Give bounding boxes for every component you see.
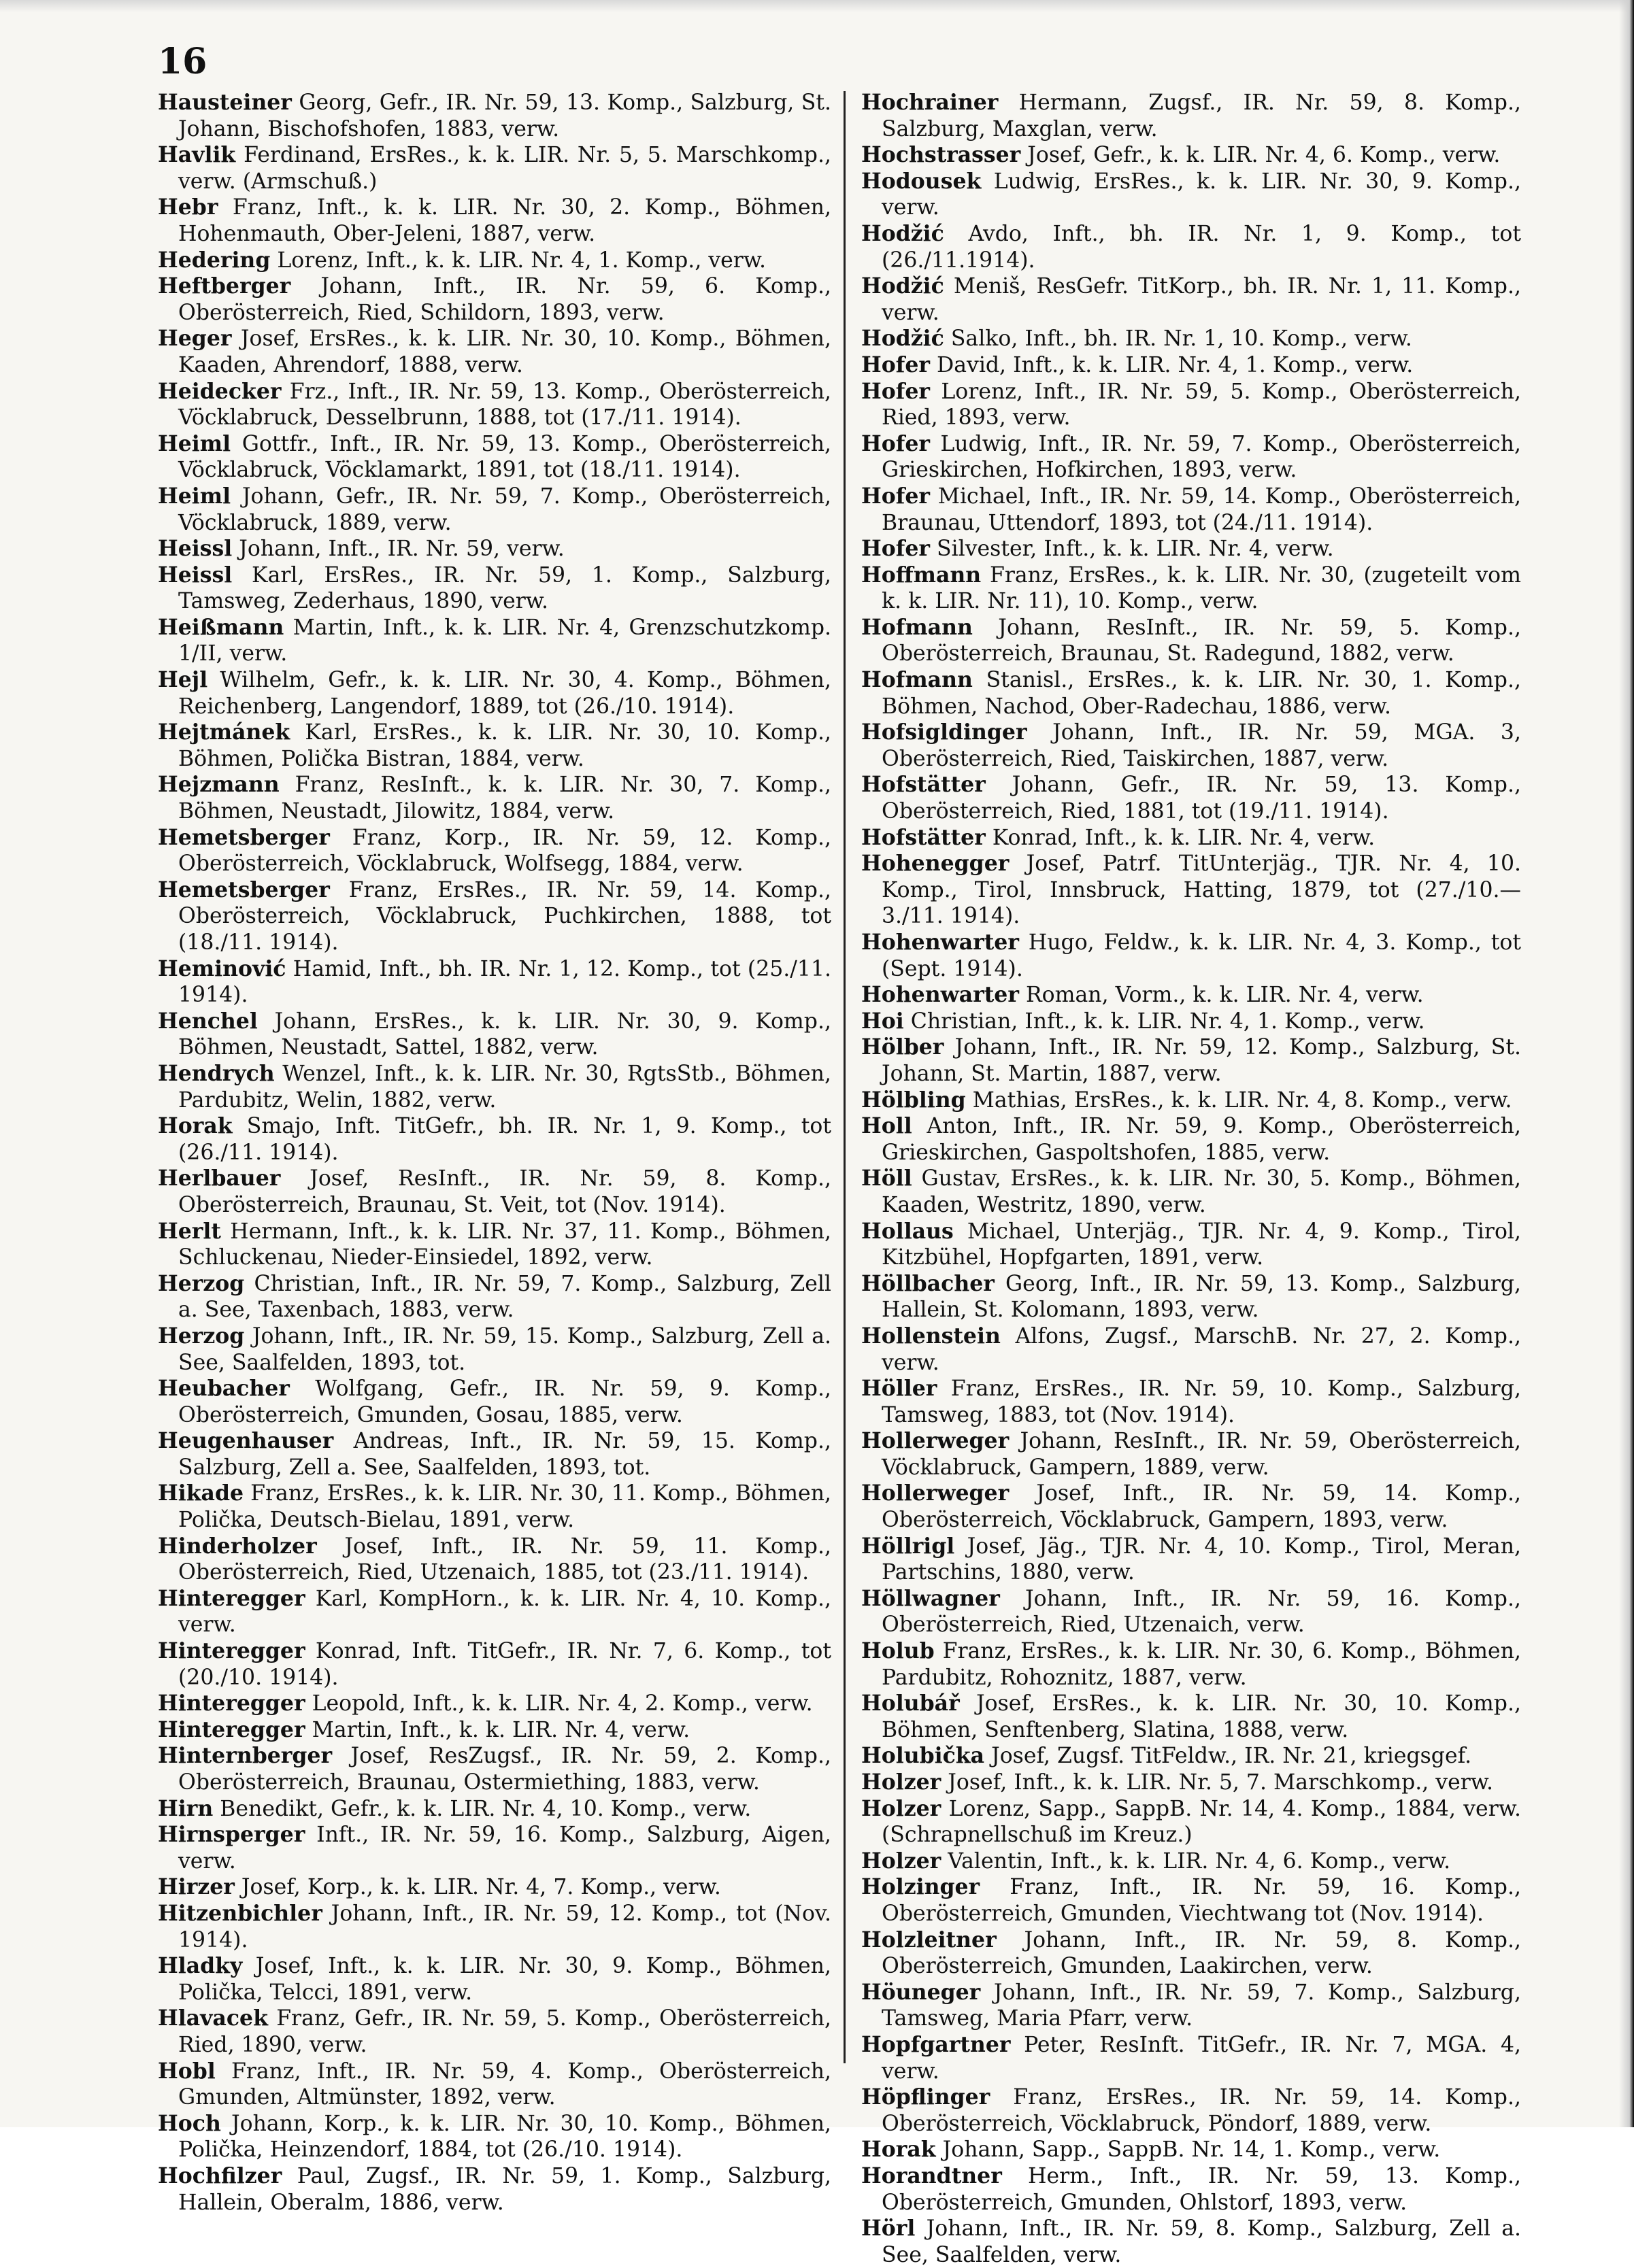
register-entry xyxy=(861,772,1521,824)
register-entry xyxy=(861,2216,1521,2268)
register-entry xyxy=(861,982,1521,1009)
entry-details: Karl, ErsRes., IR. Nr. 59, 1. Komp., Salzburg, Tamsweg, Zederhaus, 1890, verw. xyxy=(178,562,831,614)
register-entry xyxy=(158,1901,831,1953)
register-entry xyxy=(158,1638,831,1691)
entry-details: Franz, ErsRes., k. k. LIR. Nr. 30, (zugeteilt vom k. k. LIR. Nr. 11), 10. Komp., verw. xyxy=(882,562,1521,614)
entry-surname: Hochstrasser xyxy=(861,142,1021,168)
entry-details: Josef, Inft., IR. Nr. 59, 11. Komp., Oberösterreich, Ried, Utzenaich, 1885, tot (23./11. 1914). xyxy=(178,1534,831,1585)
entry-surname: Heubacher xyxy=(158,1376,290,1402)
entry-details: Alfons, Zugsf., MarschB. Nr. 27, 2. Komp., verw. xyxy=(882,1323,1521,1375)
register-entry xyxy=(158,1743,831,1795)
entry-details: Johann, Sapp., SappB. Nr. 14, 1. Komp., verw. xyxy=(935,2137,1441,2163)
entry-details: Christian, Inft., IR. Nr. 59, 7. Komp., Salzburg, Zell a. See, Taxenbach, 1883, verw. xyxy=(178,1271,831,1323)
entry-details: Franz, Inft., IR. Nr. 59, 4. Komp., Oberösterreich, Gmunden, Altmünster, 1892, verw. xyxy=(178,2059,831,2110)
entry-surname: Holubář xyxy=(861,1691,960,1716)
entry-details: Herm., Inft., IR. Nr. 59, 13. Komp., Oberösterreich, Gmunden, Ohlstorf, 1893, verw. xyxy=(882,2163,1521,2215)
register-entry xyxy=(158,248,831,274)
entry-surname: Herlbauer xyxy=(158,1166,281,1191)
entry-details: Franz, Inft., IR. Nr. 59, 16. Komp., Oberösterreich, Gmunden, Viechtwang tot (Nov. 1914). xyxy=(882,1875,1521,1926)
entry-surname: Hochfilzer xyxy=(158,2163,282,2188)
entry-surname: Hochrainer xyxy=(861,90,999,115)
register-entry xyxy=(861,221,1521,273)
entry-surname: Hinternberger xyxy=(158,1743,333,1769)
entry-surname: Hörl xyxy=(861,2216,916,2241)
entry-surname: Hoffmann xyxy=(861,562,982,588)
entry-surname: Hejl xyxy=(158,667,208,693)
entry-surname: Hausteiner xyxy=(158,90,292,115)
register-entry xyxy=(158,1480,831,1533)
entry-details: Benedikt, Gefr., k. k. LIR. Nr. 4, 10. Komp., verw. xyxy=(213,1796,752,1821)
entry-surname: Hoch xyxy=(158,2110,221,2136)
entry-details: Konrad, Inft. TitGefr., IR. Nr. 7, 6. Komp., tot (20./10. 1914). xyxy=(178,1639,831,1690)
entry-surname: Hedering xyxy=(158,247,271,273)
entry-surname: Hebr xyxy=(158,194,218,220)
entry-details: Franz, Gefr., IR. Nr. 59, 5. Komp., Oberösterreich, Ried, 1890, verw. xyxy=(178,2006,831,2057)
entry-surname: Hofsigldinger xyxy=(861,720,1027,745)
entry-details: Johann, Inft., IR. Nr. 59, 8. Komp., Oberösterreich, Gmunden, Laakirchen, verw. xyxy=(882,1927,1521,1979)
entry-details: Lorenz, Inft., IR. Nr. 59, 5. Komp., Oberösterreich, Ried, 1893, verw. xyxy=(882,379,1521,430)
register-entry xyxy=(158,1376,831,1428)
entry-surname: Holzinger xyxy=(861,1874,980,1900)
register-entry xyxy=(861,1980,1521,2032)
entry-surname: Höuneger xyxy=(861,1979,981,2005)
entry-details: Johann, Inft., IR. Nr. 59, 12. Komp., Salzburg, St. Johann, St. Martin, 1887, verw. xyxy=(882,1035,1521,1086)
register-entry xyxy=(158,615,831,667)
entry-details: Johann, Gefr., IR. Nr. 59, 7. Komp., Oberösterreich, Vöcklabruck, 1889, verw. xyxy=(178,484,831,535)
entry-details: Josef, Jäg., TJR. Nr. 4, 10. Komp., Tirol, Meran, Partschins, 1880, verw. xyxy=(882,1534,1521,1585)
entry-surname: Horak xyxy=(158,1113,233,1139)
register-entry xyxy=(861,1770,1521,1796)
register-entry xyxy=(861,1428,1521,1480)
entry-details: Franz, ErsRes., k. k. LIR. Nr. 30, 6. Komp., Böhmen, Pardubitz, Rohoznitz, 1887, verw. xyxy=(882,1639,1521,1690)
register-entry xyxy=(861,142,1521,169)
register-entry xyxy=(158,956,831,1009)
entry-surname: Henchel xyxy=(158,1008,258,1034)
entry-surname: Hemetsberger xyxy=(158,877,330,902)
left-column xyxy=(158,90,831,2216)
entry-surname: Holl xyxy=(861,1113,912,1139)
entry-surname: Hohenwarter xyxy=(861,930,1019,955)
entry-details: Stanisl., ErsRes., k. k. LIR. Nr. 30, 1. Komp., Böhmen, Nachod, Ober-Radechau, 1886, verw. xyxy=(882,668,1521,719)
entry-details: Silvester, Inft., k. k. LIR. Nr. 4, verw. xyxy=(929,537,1334,562)
register-entry xyxy=(158,1219,831,1271)
entry-details: Ludwig, Inft., IR. Nr. 59, 7. Komp., Oberösterreich, Grieskirchen, Hofkirchen, 1893, verw. xyxy=(882,431,1521,483)
entry-surname: Hoi xyxy=(861,1008,904,1034)
entry-details: Franz, ErsRes., IR. Nr. 59, 14. Komp., Oberösterreich, Vöcklabruck, Puchkirchen, 1888, tot (18./11. 1914). xyxy=(178,877,831,955)
register-entry xyxy=(158,720,831,772)
register-entry xyxy=(158,90,831,142)
entry-details: Hamid, Inft., bh. IR. Nr. 1, 12. Komp., tot (25./11. 1914). xyxy=(178,956,831,1008)
entry-details: Johann, ResInft., IR. Nr. 59, Oberösterreich, Vöcklabruck, Gampern, 1889, verw. xyxy=(882,1429,1521,1480)
entry-surname: Hollenstein xyxy=(861,1323,1001,1349)
entry-details: Frz., Inft., IR. Nr. 59, 13. Komp., Oberösterreich, Vöcklabruck, Desselbrunn, 1888, tot (17./11. 1914). xyxy=(178,379,831,430)
entry-details: Franz, Korp., IR. Nr. 59, 12. Komp., Oberösterreich, Vöcklabruck, Wolfsegg, 1884, verw. xyxy=(178,825,831,877)
entry-surname: Hinteregger xyxy=(158,1691,305,1716)
register-entry xyxy=(158,536,831,562)
entry-surname: Horandtner xyxy=(861,2163,1002,2188)
entry-surname: Holzer xyxy=(861,1770,941,1795)
entry-details: Josef, Inft., IR. Nr. 59, 14. Komp., Oberösterreich, Vöcklabruck, Gampern, 1893, verw. xyxy=(882,1481,1521,1533)
register-entry xyxy=(861,1113,1521,1166)
entry-details: Hermann, Zugsf., IR. Nr. 59, 8. Komp., Salzburg, Maxglan, verw. xyxy=(882,90,1521,141)
register-entry xyxy=(861,851,1521,930)
entry-details: Martin, Inft., k. k. LIR. Nr. 4, verw. xyxy=(305,1717,690,1742)
register-entry xyxy=(861,615,1521,667)
register-entry xyxy=(861,1480,1521,1533)
register-entry xyxy=(158,431,831,484)
register-entry xyxy=(861,1874,1521,1927)
entry-details: Hermann, Inft., k. k. LIR. Nr. 37, 11. Komp., Böhmen, Schluckenau, Nieder-Einsiedel, 1892, verw. xyxy=(178,1219,831,1270)
register-entry xyxy=(158,1796,831,1823)
entry-surname: Hirnsperger xyxy=(158,1822,305,1848)
entry-surname: Hendrych xyxy=(158,1060,275,1086)
entry-surname: Hejtmánek xyxy=(158,720,290,745)
entry-surname: Hinteregger xyxy=(158,1638,305,1664)
entry-details: Josef, Inft., k. k. LIR. Nr. 30, 9. Komp., Böhmen, Polička, Telcci, 1891, verw. xyxy=(178,1954,831,2005)
register-entry xyxy=(861,1009,1521,1035)
entry-details: Ferdinand, ErsRes., k. k. LIR. Nr. 5, 5. Marschkomp., verw. (Armschuß.) xyxy=(178,143,831,194)
entry-details: Valentin, Inft., k. k. LIR. Nr. 4, 6. Komp., verw. xyxy=(941,1848,1451,1874)
register-entry xyxy=(861,379,1521,431)
register-entry xyxy=(158,1691,831,1717)
register-entry xyxy=(861,1323,1521,1376)
entry-surname: Holub xyxy=(861,1638,935,1664)
entry-surname: Hofer xyxy=(861,536,930,562)
register-entry xyxy=(861,720,1521,772)
entry-details: Johann, Inft., IR. Nr. 59, 15. Komp., Salzburg, Zell a. See, Saalfelden, 1893, tot. xyxy=(178,1323,831,1375)
entry-details: Hugo, Feldw., k. k. LIR. Nr. 4, 3. Komp., tot (Sept. 1914). xyxy=(882,930,1521,981)
register-entry xyxy=(158,194,831,247)
entry-surname: Hopfgartner xyxy=(861,2031,1011,2057)
register-entry xyxy=(158,142,831,194)
entry-details: Josef, ErsRes., k. k. LIR. Nr. 30, 10. Komp., Böhmen, Senftenberg, Slatina, 1888, verw. xyxy=(882,1691,1521,1742)
entry-surname: Höllrigl xyxy=(861,1533,955,1559)
register-entry xyxy=(861,484,1521,536)
entry-surname: Hemetsberger xyxy=(158,824,330,850)
entry-details: Johann, Inft., IR. Nr. 59, 8. Komp., Salzburg, Zell a. See, Saalfelden, verw. xyxy=(882,2216,1521,2267)
entry-details: Johann, Inft., IR. Nr. 59, verw. xyxy=(232,537,565,562)
register-entry xyxy=(861,667,1521,720)
register-entry xyxy=(861,562,1521,615)
entry-details: Karl, KompHorn., k. k. LIR. Nr. 4, 10. Komp., verw. xyxy=(178,1586,831,1638)
entry-surname: Hitzenbichler xyxy=(158,1900,322,1926)
entry-details: Georg, Gefr., IR. Nr. 59, 13. Komp., Salzburg, St. Johann, Bischofshofen, 1883, verw. xyxy=(178,90,831,141)
register-entry xyxy=(158,484,831,536)
entry-details: Franz, ErsRes., k. k. LIR. Nr. 30, 11. Komp., Böhmen, Polička, Deutsch-Bielau, 1891, verw. xyxy=(178,1481,831,1533)
entry-surname: Holzer xyxy=(861,1795,941,1821)
entry-details: Anton, Inft., IR. Nr. 59, 9. Komp., Oberösterreich, Grieskirchen, Gaspoltshofen, 1885, verw. xyxy=(882,1114,1521,1165)
entry-details: Salko, Inft., bh. IR. Nr. 1, 10. Komp., verw. xyxy=(944,326,1412,352)
entry-surname: Hlavacek xyxy=(158,2005,268,2031)
entry-details: Wolfgang, Gefr., IR. Nr. 59, 9. Komp., Oberösterreich, Gmunden, Gosau, 1885, verw. xyxy=(178,1376,831,1427)
entry-details: Josef, Patrf. TitUnterjäg., TJR. Nr. 4, 10. Komp., Tirol, Innsbruck, Hatting, 1879, tot (27./10.—3./11. 1914). xyxy=(882,851,1521,929)
register-entry xyxy=(158,2005,831,2058)
entry-details: Franz, ErsRes., IR. Nr. 59, 10. Komp., Salzburg, Tamsweg, 1883, tot (Nov. 1914). xyxy=(882,1376,1521,1427)
entry-details: Josef, Korp., k. k. LIR. Nr. 4, 7. Komp., verw. xyxy=(234,1875,721,1900)
register-entry xyxy=(861,1376,1521,1428)
entry-details: Johann, Inft., IR. Nr. 59, 7. Komp., Salzburg, Tamsweg, Maria Pfarr, verw. xyxy=(882,1980,1521,2031)
register-entry xyxy=(861,1219,1521,1271)
register-entry xyxy=(861,1166,1521,1218)
entry-surname: Holzer xyxy=(861,1848,941,1874)
entry-surname: Hofstätter xyxy=(861,772,986,798)
entry-details: Josef, ErsRes., k. k. LIR. Nr. 30, 10. Komp., Böhmen, Kaaden, Ahrendorf, 1888, verw. xyxy=(178,326,831,377)
entry-details: Wilhelm, Gefr., k. k. LIR. Nr. 30, 4. Komp., Böhmen, Reichenberg, Langendorf, 1889, tot (26./10. 1914). xyxy=(178,668,831,719)
entry-details: Michael, Unterjäg., TJR. Nr. 4, 9. Komp., Tirol, Kitzbühel, Hopfgarten, 1891, verw. xyxy=(882,1219,1521,1270)
register-entry xyxy=(861,90,1521,142)
register-entry xyxy=(158,273,831,326)
entry-surname: Hirzer xyxy=(158,1874,235,1900)
register-entry xyxy=(158,772,831,824)
register-entry xyxy=(158,1271,831,1323)
entry-details: Wenzel, Inft., k. k. LIR. Nr. 30, RgtsStb., Böhmen, Pardubitz, Welin, 1882, verw. xyxy=(178,1061,831,1113)
entry-surname: Holzleitner xyxy=(861,1927,997,1952)
register-entry xyxy=(158,877,831,956)
entry-details: Johann, Gefr., IR. Nr. 59, 13. Komp., Oberösterreich, Ried, 1881, tot (19./11. 1914). xyxy=(882,773,1521,824)
entry-surname: Hodousek xyxy=(861,168,982,194)
register-entry xyxy=(861,169,1521,221)
entry-surname: Hirn xyxy=(158,1795,214,1821)
entry-surname: Hofer xyxy=(861,352,930,377)
entry-details: Johann, ResInft., IR. Nr. 59, 5. Komp., Oberösterreich, Braunau, St. Radegund, 1882, verw. xyxy=(882,615,1521,666)
entry-details: Karl, ErsRes., k. k. LIR. Nr. 30, 10. Komp., Böhmen, Polička Bistran, 1884, verw. xyxy=(178,720,831,771)
entry-surname: Hollerweger xyxy=(861,1480,1010,1506)
entry-details: Franz, Inft., k. k. LIR. Nr. 30, 2. Komp., Böhmen, Hohenmauth, Ober-Jeleni, 1887, verw. xyxy=(178,195,831,246)
register-entry xyxy=(158,379,831,431)
register-entry xyxy=(861,1087,1521,1114)
entry-details: Michael, Inft., IR. Nr. 59, 14. Komp., Oberösterreich, Braunau, Uttendorf, 1893, tot (24./11. 1914). xyxy=(882,484,1521,535)
register-entry xyxy=(158,1822,831,1874)
entry-surname: Höllwagner xyxy=(861,1585,1000,1611)
register-entry xyxy=(861,1927,1521,1980)
register-entry xyxy=(158,1874,831,1901)
register-entry xyxy=(861,536,1521,562)
register-entry xyxy=(158,825,831,877)
register-entry xyxy=(158,2163,831,2216)
entry-surname: Hohenegger xyxy=(861,851,1010,877)
entry-surname: Heissl xyxy=(158,562,233,588)
entry-surname: Heißmann xyxy=(158,614,284,640)
entry-details: Smajo, Inft. TitGefr., bh. IR. Nr. 1, 9. Komp., tot (26./11. 1914). xyxy=(178,1114,831,1165)
entry-details: Johann, Korp., k. k. LIR. Nr. 30, 10. Komp., Böhmen, Polička, Heinzendorf, 1884, tot (26./10. 1914). xyxy=(178,2111,831,2163)
register-entry xyxy=(861,1586,1521,1638)
column-divider xyxy=(844,91,846,2063)
register-entry xyxy=(158,1113,831,1166)
register-entry xyxy=(861,273,1521,326)
entry-surname: Hofer xyxy=(861,378,930,404)
entry-details: Franz, ResInft., k. k. LIR. Nr. 30, 7. Komp., Böhmen, Neustadt, Jilowitz, 1884, verw. xyxy=(178,773,831,824)
register-entry xyxy=(861,2137,1521,2163)
entry-surname: Hinderholzer xyxy=(158,1533,317,1559)
entry-details: Gottfr., Inft., IR. Nr. 59, 13. Komp., Oberösterreich, Vöcklabruck, Vöcklamarkt, 1891, tot (18./11. 1914). xyxy=(178,431,831,483)
register-entry xyxy=(158,1009,831,1061)
register-entry xyxy=(861,2032,1521,2084)
register-entry xyxy=(158,2111,831,2163)
register-entry xyxy=(158,326,831,378)
entry-details: Gustav, ErsRes., k. k. LIR. Nr. 30, 5. Komp., Böhmen, Kaaden, Westritz, 1890, verw. xyxy=(882,1166,1521,1217)
register-entry xyxy=(861,1796,1521,1848)
entry-surname: Hofer xyxy=(861,430,930,456)
register-entry xyxy=(158,1717,831,1744)
register-entry xyxy=(861,1534,1521,1586)
entry-surname: Herlt xyxy=(158,1218,221,1244)
entry-surname: Hofstätter xyxy=(861,824,986,850)
register-entry xyxy=(158,562,831,615)
entry-details: Lorenz, Sapp., SappB. Nr. 14, 4. Komp., 1884, verw. (Schrapnellschuß im Kreuz.) xyxy=(882,1796,1521,1848)
entry-surname: Heissl xyxy=(158,536,233,562)
entry-surname: Hölber xyxy=(861,1034,944,1060)
entry-surname: Hodžić xyxy=(861,273,944,299)
entry-surname: Hobl xyxy=(158,2058,216,2084)
entry-details: Josef, Gefr., k. k. LIR. Nr. 4, 6. Komp., verw. xyxy=(1020,143,1501,168)
entry-surname: Heger xyxy=(158,326,232,352)
entry-surname: Herzog xyxy=(158,1270,245,1296)
entry-surname: Höll xyxy=(861,1166,912,1191)
entry-surname: Heidecker xyxy=(158,378,282,404)
register-entry xyxy=(861,2084,1521,2137)
entry-surname: Hollaus xyxy=(861,1218,954,1244)
entry-surname: Havlik xyxy=(158,142,236,168)
entry-details: Roman, Vorm., k. k. LIR. Nr. 4, verw. xyxy=(1018,983,1424,1008)
entry-surname: Heminović xyxy=(158,955,286,981)
entry-surname: Hofmann xyxy=(861,667,973,693)
entry-details: Christian, Inft., k. k. LIR. Nr. 4, 1. Komp., verw. xyxy=(903,1009,1425,1034)
entry-details: Paul, Zugsf., IR. Nr. 59, 1. Komp., Salzburg, Hallein, Oberalm, 1886, verw. xyxy=(178,2163,831,2215)
register-entry xyxy=(158,2059,831,2111)
register-entry xyxy=(158,1428,831,1480)
entry-details: Ludwig, ErsRes., k. k. LIR. Nr. 30, 9. Komp., verw. xyxy=(882,169,1521,220)
entry-details: Andreas, Inft., IR. Nr. 59, 15. Komp., Salzburg, Zell a. See, Saalfelden, 1893, tot. xyxy=(178,1429,831,1480)
register-entry xyxy=(861,431,1521,484)
register-entry xyxy=(861,1271,1521,1323)
entry-details: Inft., IR. Nr. 59, 16. Komp., Salzburg, Aigen, verw. xyxy=(178,1823,831,1874)
entry-surname: Hodžić xyxy=(861,326,944,352)
entry-details: Martin, Inft., k. k. LIR. Nr. 4, Grenzschutzkomp. 1/II, verw. xyxy=(178,615,831,666)
register-entry xyxy=(158,667,831,720)
entry-surname: Höllbacher xyxy=(861,1270,995,1296)
entry-details: Josef, ResInft., IR. Nr. 59, 8. Komp., Oberösterreich, Braunau, St. Veit, tot (Nov. 1914). xyxy=(178,1166,831,1217)
entry-details: Johann, Inft., IR. Nr. 59, 6. Komp., Oberösterreich, Ried, Schildorn, 1893, verw. xyxy=(178,274,831,325)
entry-surname: Hinteregger xyxy=(158,1585,305,1611)
entry-surname: Hollerweger xyxy=(861,1428,1010,1454)
entry-surname: Heugenhauser xyxy=(158,1428,334,1454)
entry-details: Johann, ErsRes., k. k. LIR. Nr. 30, 9. Komp., Böhmen, Neustadt, Sattel, 1882, verw. xyxy=(178,1009,831,1060)
entry-surname: Hinteregger xyxy=(158,1716,305,1742)
entry-surname: Höller xyxy=(861,1376,937,1402)
register-entry xyxy=(861,1691,1521,1743)
register-entry xyxy=(158,1061,831,1113)
entry-details: Konrad, Inft., k. k. LIR. Nr. 4, verw. xyxy=(985,825,1375,850)
entry-surname: Hikade xyxy=(158,1480,244,1506)
register-entry xyxy=(861,1848,1521,1875)
entry-surname: Hohenwarter xyxy=(861,982,1019,1008)
register-entry xyxy=(861,326,1521,352)
register-entry xyxy=(861,1743,1521,1770)
entry-surname: Höpflinger xyxy=(861,2084,990,2110)
register-entry xyxy=(861,1638,1521,1691)
entry-details: Johann, Inft., IR. Nr. 59, 12. Komp., tot (Nov. 1914). xyxy=(178,1901,831,1952)
entry-details: Josef, Inft., k. k. LIR. Nr. 5, 7. Marschkomp., verw. xyxy=(941,1770,1494,1795)
register-entry xyxy=(158,1166,831,1218)
entry-surname: Horak xyxy=(861,2137,936,2163)
entry-surname: Hodžić xyxy=(861,220,944,246)
entry-details: Leopold, Inft., k. k. LIR. Nr. 4, 2. Komp., verw. xyxy=(305,1691,813,1716)
entry-surname: Heiml xyxy=(158,430,231,456)
entry-surname: Hofer xyxy=(861,483,930,509)
entry-surname: Hladky xyxy=(158,1953,243,1979)
register-entry xyxy=(158,1586,831,1638)
entry-details: Avdo, Inft., bh. IR. Nr. 1, 9. Komp., tot (26./11.1914). xyxy=(882,221,1521,273)
entry-details: Josef, Zugsf. TitFeldw., IR. Nr. 21, kriegsgef. xyxy=(984,1744,1472,1769)
entry-details: David, Inft., k. k. LIR. Nr. 4, 1. Komp., verw. xyxy=(929,352,1414,377)
register-entry xyxy=(861,352,1521,379)
entry-surname: Hejzmann xyxy=(158,772,280,798)
register-entry xyxy=(861,930,1521,982)
entry-surname: Heftberger xyxy=(158,273,291,299)
register-entry xyxy=(158,1953,831,2005)
entry-details: Peter, ResInft. TitGefr., IR. Nr. 7, MGA. 4, verw. xyxy=(882,2032,1521,2084)
entry-details: Georg, Inft., IR. Nr. 59, 13. Komp., Salzburg, Hallein, St. Kolomann, 1893, verw. xyxy=(882,1271,1521,1323)
entry-details: Franz, ErsRes., IR. Nr. 59, 14. Komp., Oberösterreich, Vöcklabruck, Pöndorf, 1889, verw. xyxy=(882,2085,1521,2136)
entry-details: Meniš, ResGefr. TitKorp., bh. IR. Nr. 1, 11. Komp., verw. xyxy=(882,274,1521,325)
entry-surname: Holubička xyxy=(861,1743,985,1769)
entry-surname: Heiml xyxy=(158,483,231,509)
page-number: 16 xyxy=(158,41,207,82)
entry-details: Lorenz, Inft., k. k. LIR. Nr. 4, 1. Komp., verw. xyxy=(270,248,767,273)
entry-details: Josef, ResZugsf., IR. Nr. 59, 2. Komp., Oberösterreich, Braunau, Ostermiething, 1883, verw. xyxy=(178,1744,831,1795)
register-entry xyxy=(861,825,1521,851)
right-column xyxy=(861,90,1521,2268)
register-entry xyxy=(158,1323,831,1376)
register-entry xyxy=(158,1534,831,1586)
entry-details: Mathias, ErsRes., k. k. LIR. Nr. 4, 8. Komp., verw. xyxy=(965,1087,1512,1113)
entry-details: Johann, Inft., IR. Nr. 59, 16. Komp., Oberösterreich, Ried, Utzenaich, verw. xyxy=(882,1586,1521,1638)
entry-surname: Herzog xyxy=(158,1323,245,1349)
register-entry xyxy=(861,1034,1521,1087)
entry-surname: Hofmann xyxy=(861,614,973,640)
entry-details: Johann, Inft., IR. Nr. 59, MGA. 3, Oberösterreich, Ried, Taiskirchen, 1887, verw. xyxy=(882,720,1521,771)
entry-surname: Hölbling xyxy=(861,1087,966,1113)
register-entry xyxy=(861,2163,1521,2216)
